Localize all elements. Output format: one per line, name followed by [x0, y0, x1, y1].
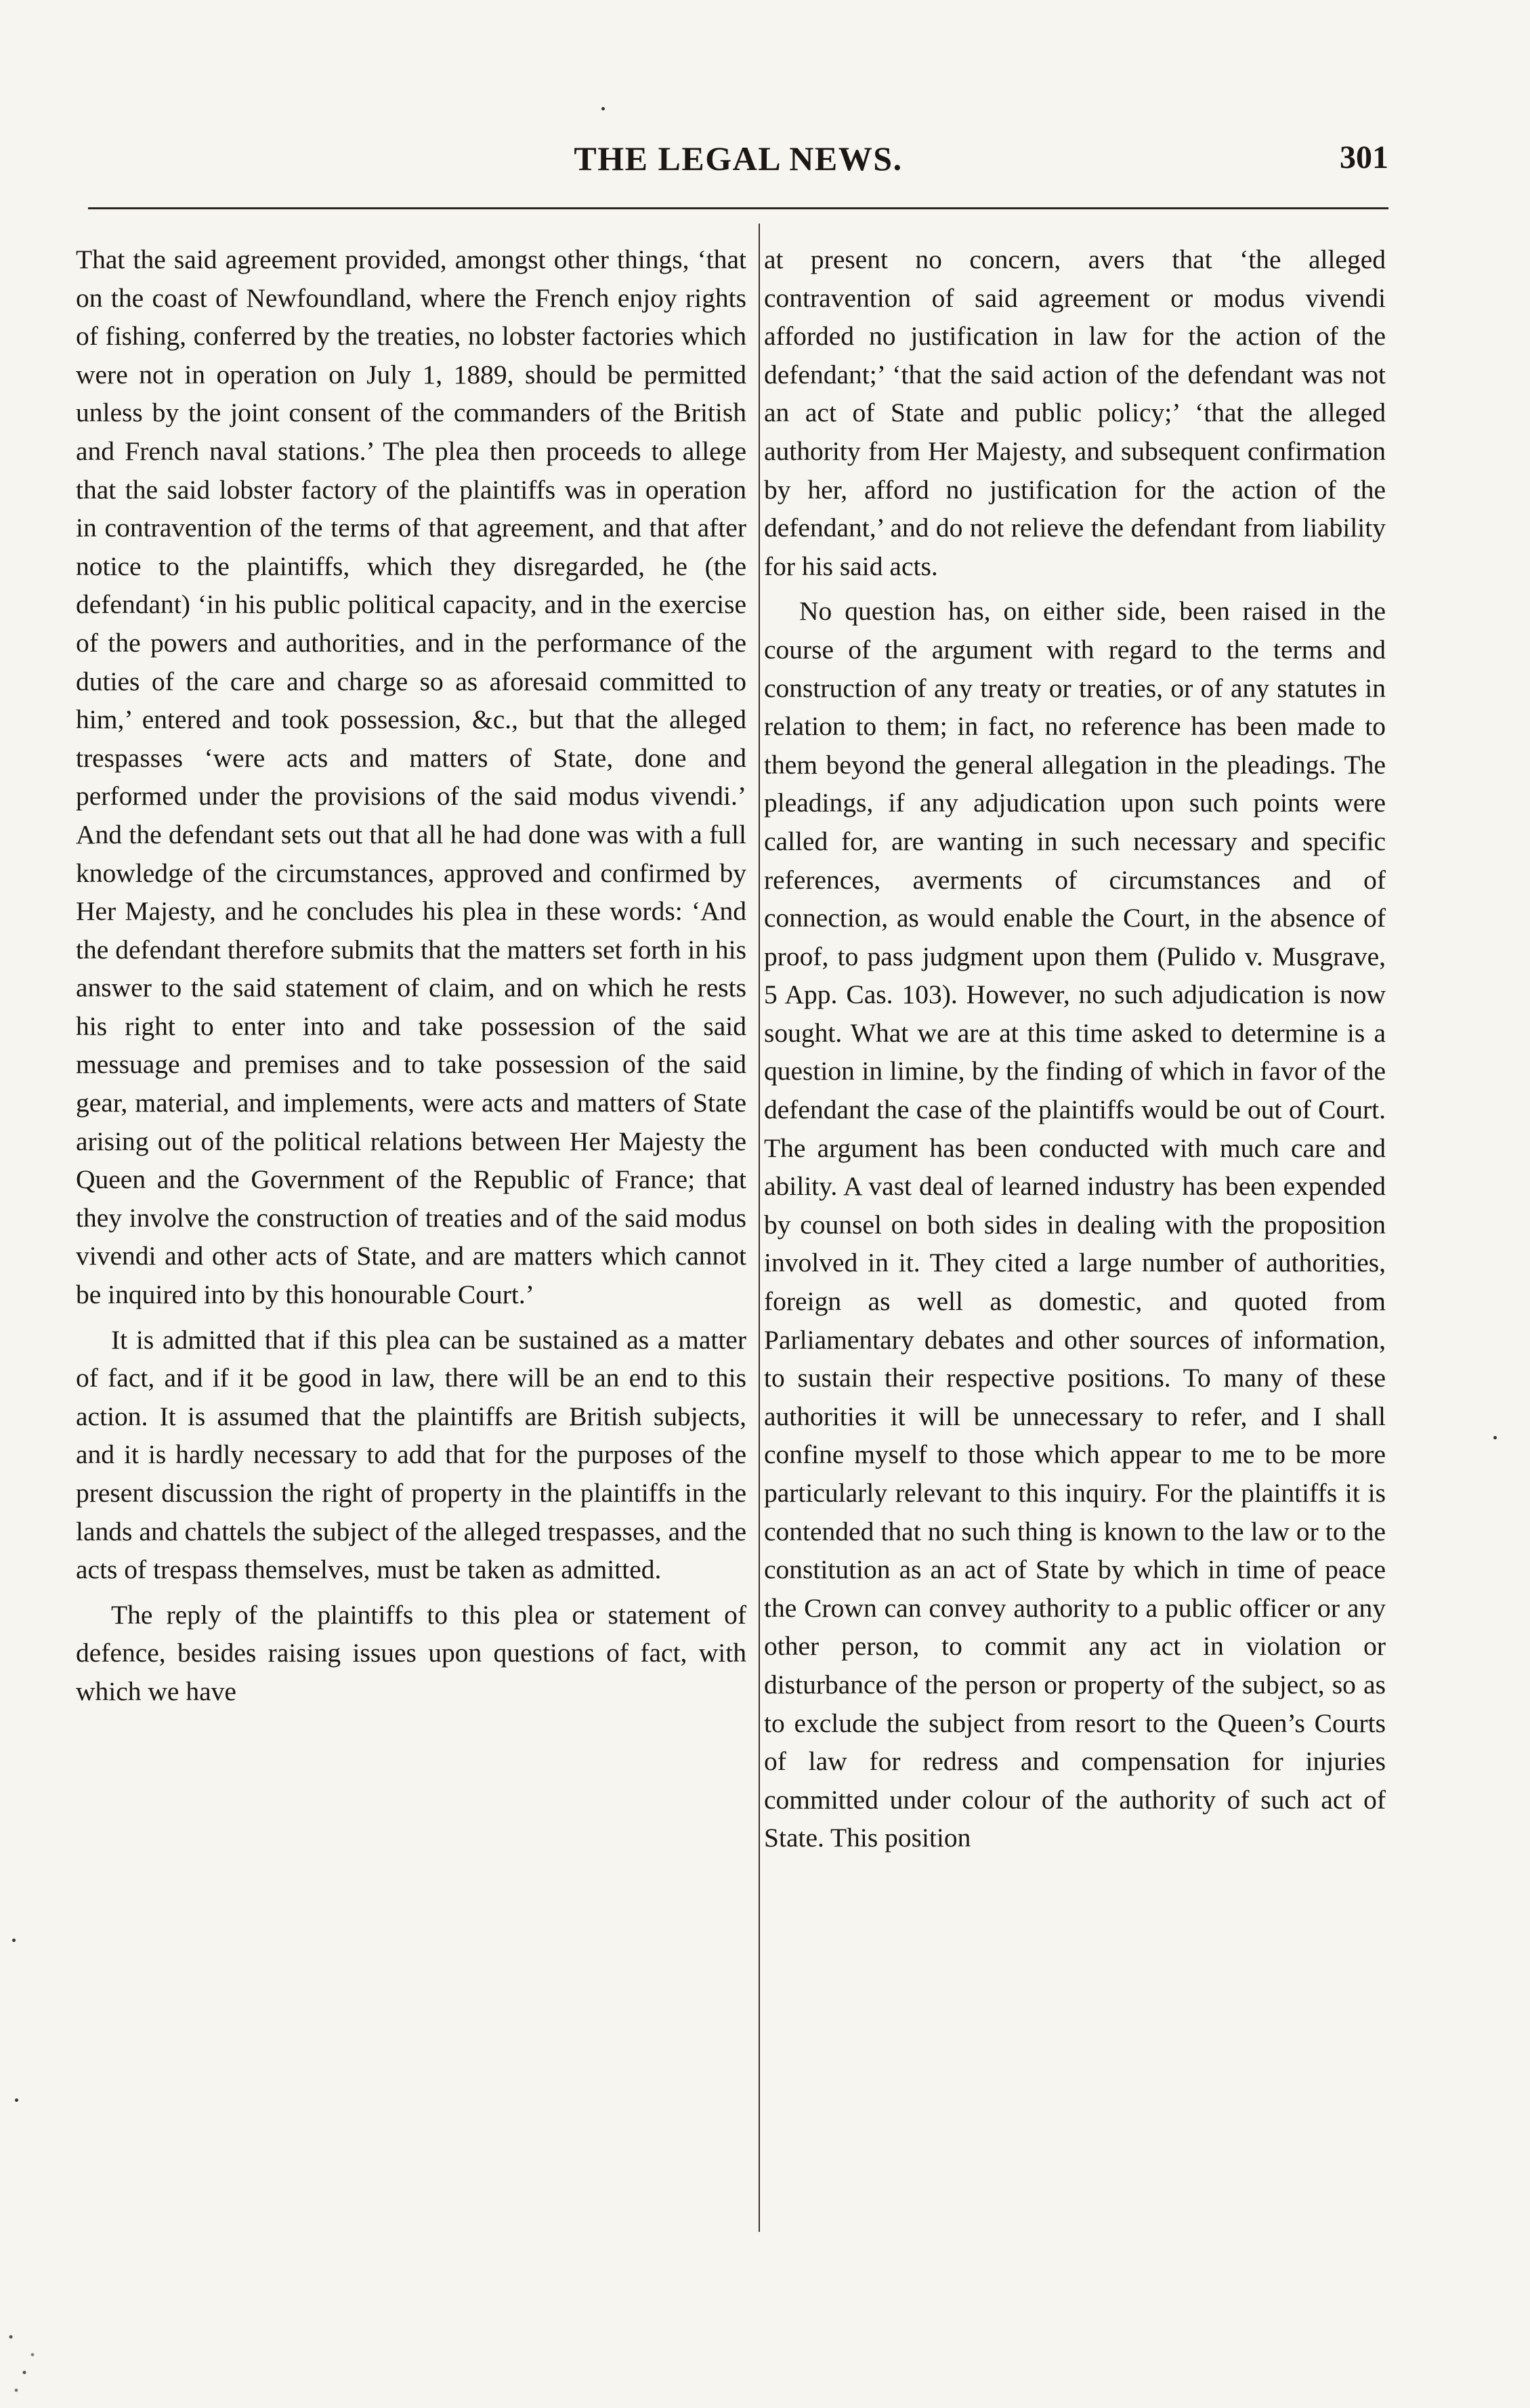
- print-speck: [601, 107, 605, 110]
- right-column: [764, 240, 1386, 1857]
- left-column: [76, 240, 746, 1711]
- header-rule: [88, 207, 1388, 209]
- print-speck: [1493, 1436, 1497, 1439]
- column-divider: [759, 224, 760, 2232]
- right-paragraph-1: at present no concern, avers that ‘the alleged contravention of said agreement or modus vivendi afforded no justification in law for the action of the defendant;’ ‘that the said action of the defendant was not an act of State and public policy;’ ‘that the alleged authority from Her Majesty, and subsequent confirmation by her, afford no justification for the action of the defendant,’ and do not relieve the defendant from liability for his said acts.: [764, 245, 1386, 581]
- journal-title: THE LEGAL NEWS.: [574, 140, 903, 177]
- page-number: 301: [1340, 140, 1388, 175]
- left-paragraph-1: That the said agreement provided, amongst other things, ‘that on the coast of Newfoundland, where the French enjoy rights of fishing, conferred by the treaties, no lobster factories which were not in operation on July 1, 1889, should be permitted unless by the joint consent of the commanders of the British and French naval stations.’ The plea then proceeds to allege that the said lobster factory of the plaintiffs was in operation in contravention of the terms of that agreement, and that after notice to the plaintiffs, which they disregarded, he (the defendant) ‘in his public political capacity, and in the exercise of the powers and authorities, and in the performance of the duties of the care and charge so as aforesaid committed to him,’ entered and took possession, &c., but that the alleged trespasses ‘were acts and matters of State, done and performed under the provisions of the said modus vivendi.’ And the defendant sets out that all he had done was with a full knowledge of the circumstances, approved and confirmed by Her Majesty, and he concludes his plea in these words: ‘And the defendant therefore submits that the matters set forth in his answer to the said statement of claim, and on which he rests his right to enter into and take possession of the said messuage and premises and to take possession of the said gear, material, and implements, were acts and matters of State arising out of the political relations between Her Majesty the Queen and the Government of the Republic of France; that they involve the construction of treaties and of the said modus vivendi and other acts of State, and are matters which cannot be inquired into by this honourable Court.’: [76, 245, 746, 1310]
- right-paragraph-2: No question has, on either side, been raised in the course of the argument with regard to the terms and construction of any treaty or treaties, or of any statutes in relation to them; in fact, no reference has been made to them beyond the general allegation in the pleadings. The pleadings, if any adjudication upon such points were called for, are wanting in such necessary and specific references, averments of circumstances and of connection, as would enable the Court, in the absence of proof, to pass judgment upon them (Pulido v. Musgrave, 5 App. Cas. 103). However, no such adjudication is now sought. What we are at this time asked to determine is a question in limine, by the finding of which in favor of the defendant the case of the plaintiffs would be out of Court. The argument has been conducted with much care and ability. A vast deal of learned industry has been expended by counsel on both sides in dealing with the proposition involved in it. They cited a large number of authorities, foreign as well as domestic, and quoted from Parliamentary debates and other sources of information, to sustain their respective positions. To many of these authorities it will be unnecessary to refer, and I shall confine myself to those which appear to me to be more particularly relevant to this inquiry. For the plaintiffs it is contended that no such thing is known to the law or to the constitution as an act of State by which in time of peace the Crown can convey authority to a public officer or any other person, to commit any act in violation or disturbance of the person or property of the subject, so as to exclude the subject from resort to the Queen’s Courts of law for redress and compensation for injuries committed under colour of the authority of such act of State. This position: [764, 596, 1386, 1853]
- print-speck: [12, 1939, 16, 1942]
- left-paragraph-2: It is admitted that if this plea can be sustained as a matter of fact, and if it be good in law, there will be an end to this action. It is assumed that the plaintiffs are British subjects, and it is hardly necessary to add that for the purposes of the present discussion the right of property in the plaintiffs in the lands and chattels the subject of the alleged trespasses, and the acts of trespass themselves, must be taken as admitted.: [76, 1324, 746, 1585]
- scan-noise: [0, 2289, 54, 2408]
- left-paragraph-3: The reply of the plaintiffs to this plea or statement of defence, besides raising issues upon questions of fact, with which we have: [76, 1599, 746, 1706]
- running-header: [88, 139, 1388, 186]
- print-speck: [15, 2098, 18, 2102]
